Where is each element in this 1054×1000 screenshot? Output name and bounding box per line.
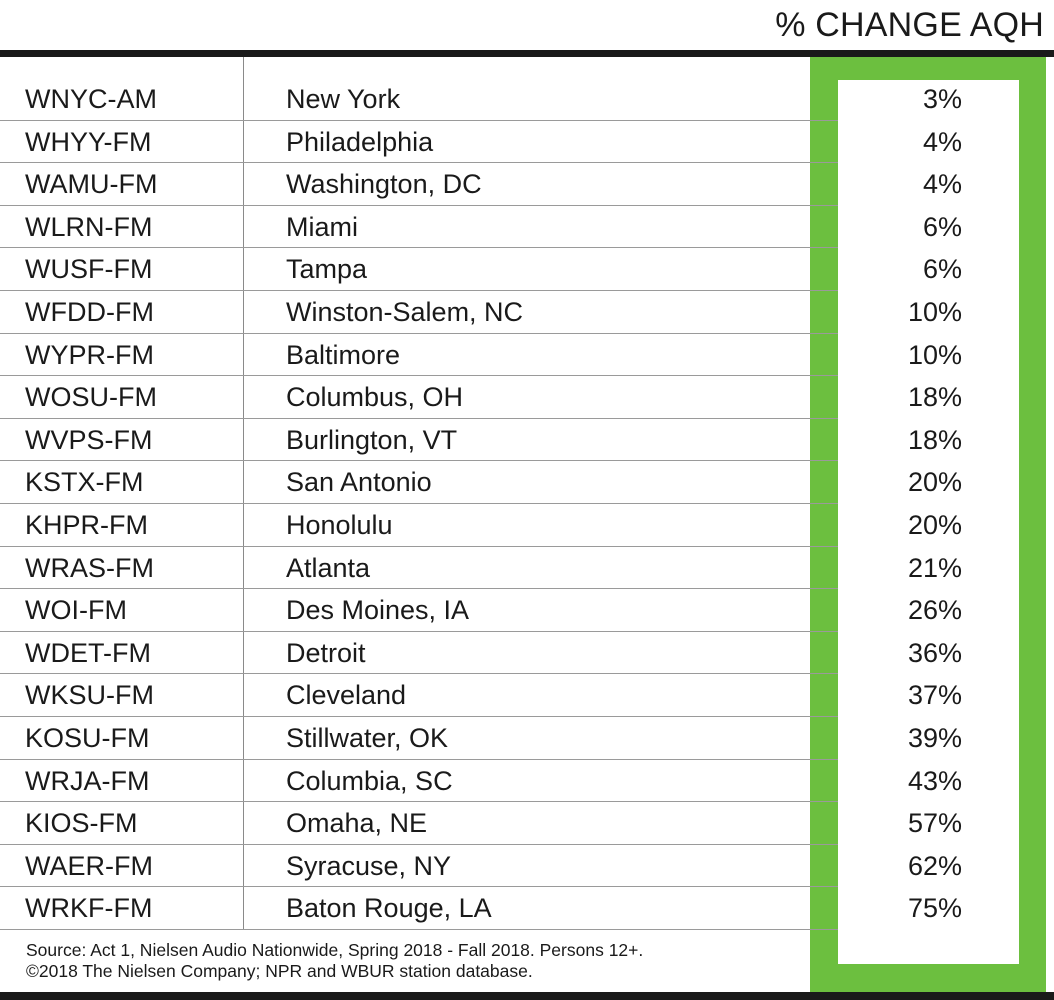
market-cell: Miami — [286, 211, 358, 242]
table-row — [0, 887, 962, 930]
percent-change-cell: 6% — [922, 211, 962, 242]
station-cell: WYPR-FM — [25, 339, 154, 370]
percent-change-cell: 37% — [907, 680, 962, 711]
station-cell: WKSU-FM — [25, 680, 154, 711]
station-cell: WVPS-FM — [25, 424, 153, 455]
percent-change-cell: 4% — [922, 169, 962, 200]
table-row — [0, 78, 962, 121]
percent-change-cell: 57% — [907, 808, 962, 839]
station-cell: WOI-FM — [25, 595, 127, 626]
table-row — [0, 504, 962, 547]
table-row — [0, 461, 962, 504]
market-cell: Tampa — [286, 254, 368, 285]
station-cell: WOSU-FM — [25, 382, 157, 413]
station-cell: WRKF-FM — [25, 893, 153, 924]
percent-change-cell: 43% — [907, 765, 962, 796]
station-cell: KSTX-FM — [25, 467, 144, 498]
market-cell: Honolulu — [286, 509, 393, 540]
market-cell: Burlington, VT — [286, 424, 458, 455]
station-cell: KIOS-FM — [25, 808, 138, 839]
percent-change-cell: 36% — [907, 637, 962, 668]
station-cell: WRJA-FM — [25, 765, 150, 796]
table-row — [0, 248, 962, 291]
table-row — [0, 291, 962, 334]
market-cell: Baton Rouge, LA — [286, 893, 492, 924]
table-row — [0, 845, 962, 888]
market-cell: Columbus, OH — [286, 382, 464, 413]
table-row — [0, 419, 962, 462]
table-row — [0, 674, 962, 717]
station-cell: WFDD-FM — [25, 296, 154, 327]
percent-change-cell: 21% — [907, 552, 962, 583]
percent-change-cell: 26% — [907, 595, 962, 626]
table-row — [0, 632, 962, 675]
table-row — [0, 206, 962, 249]
market-cell: Des Moines, IA — [286, 595, 470, 626]
station-cell: WNYC-AM — [25, 84, 157, 114]
market-cell: Cleveland — [286, 680, 407, 711]
percent-change-cell: 62% — [907, 850, 962, 881]
station-cell: KOSU-FM — [25, 722, 150, 753]
percent-change-cell: 20% — [907, 467, 962, 498]
market-cell: Washington, DC — [286, 169, 482, 200]
table-row — [0, 376, 962, 419]
market-cell: Winston-Salem, NC — [286, 296, 524, 327]
station-cell: WUSF-FM — [25, 254, 153, 285]
market-cell: Syracuse, NY — [286, 850, 452, 881]
market-cell: Atlanta — [286, 552, 371, 583]
station-cell: WDET-FM — [25, 637, 151, 668]
percent-change-cell: 10% — [907, 339, 962, 370]
chart-title: % CHANGE AQH — [775, 6, 1044, 44]
percent-change-cell: 75% — [907, 893, 962, 924]
percent-change-cell: 39% — [907, 722, 962, 753]
bottom-rule — [0, 992, 1054, 1000]
table-row — [0, 802, 962, 845]
top-rule — [0, 50, 1054, 57]
table-row — [0, 760, 962, 803]
market-cell: Omaha, NE — [286, 808, 428, 839]
market-cell: Philadelphia — [286, 126, 434, 157]
table-row — [0, 163, 962, 206]
percent-change-cell: 3% — [922, 84, 962, 114]
percent-change-cell: 6% — [922, 254, 962, 285]
table-row — [0, 589, 962, 632]
market-cell: Stillwater, OK — [286, 722, 449, 753]
market-cell: Baltimore — [286, 339, 401, 370]
station-cell: KHPR-FM — [25, 509, 148, 540]
station-cell: WAER-FM — [25, 850, 153, 881]
source-line-1: Source: Act 1, Nielsen Audio Nationwide, Spring 2018 - Fall 2018. Persons 12+. — [26, 940, 644, 960]
percent-change-cell: 18% — [907, 382, 962, 413]
table-row — [0, 334, 962, 377]
market-cell: Detroit — [286, 637, 366, 668]
source-note — [26, 940, 643, 982]
station-cell: WRAS-FM — [25, 552, 154, 583]
station-table — [0, 78, 962, 930]
market-cell: Columbia, SC — [286, 765, 453, 796]
percent-change-cell: 4% — [922, 126, 962, 157]
table-row — [0, 547, 962, 590]
station-cell: WLRN-FM — [25, 211, 153, 242]
market-cell: New York — [286, 84, 401, 114]
market-cell: San Antonio — [286, 467, 432, 498]
station-cell: WHYY-FM — [25, 126, 152, 157]
percent-change-cell: 20% — [907, 509, 962, 540]
table-row — [0, 717, 962, 760]
source-line-2: ©2018 The Nielsen Company; NPR and WBUR station database. — [26, 961, 533, 981]
percent-change-cell: 18% — [907, 424, 962, 455]
table-row — [0, 121, 962, 164]
station-cell: WAMU-FM — [25, 169, 158, 200]
percent-change-cell: 10% — [907, 296, 962, 327]
